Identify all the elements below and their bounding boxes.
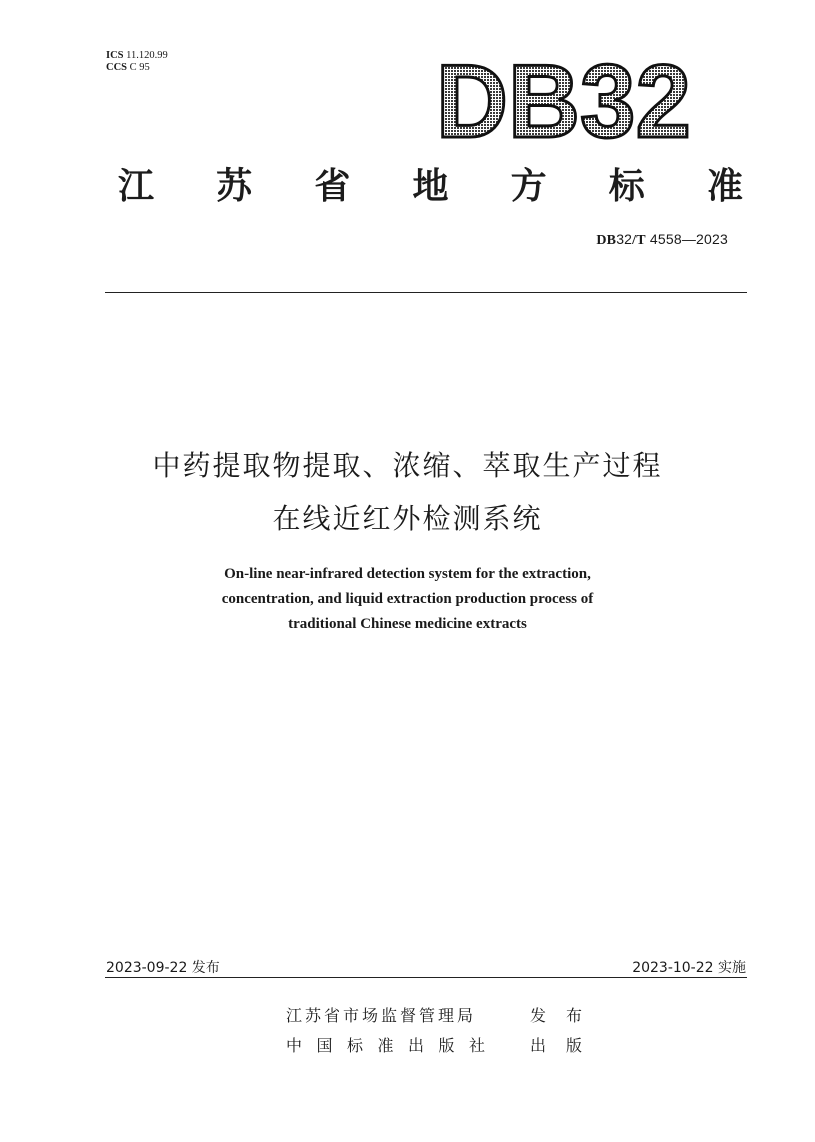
implementation-date: 2023-10-22 实施 <box>632 960 746 976</box>
ccs-code <box>106 62 150 74</box>
ics-label: ICS <box>106 50 124 61</box>
title-en-line3: traditional Chinese medicine extracts <box>288 616 527 632</box>
issuing-action: 发布 <box>530 1006 603 1025</box>
publishing-action: 出版 <box>530 1036 603 1055</box>
province-title-char: 地 <box>412 165 449 207</box>
province-title-char: 方 <box>510 165 547 207</box>
std-region: 32 <box>616 231 633 247</box>
province-title-char: 准 <box>706 165 743 207</box>
title-en-line2: concentration, and liquid extraction production process of <box>221 591 594 607</box>
province-title-char: 标 <box>608 165 645 207</box>
title-zh-line1: 中药提取物提取、浓缩、萃取生产过程 <box>152 449 663 482</box>
ccs-value: C 95 <box>129 62 150 73</box>
issue-date: 2023-09-22 发布 <box>106 960 220 976</box>
province-title-char: 苏 <box>216 165 253 207</box>
bottom-divider <box>105 977 747 978</box>
db32-logo-text: DB32 <box>436 44 691 160</box>
db32-logo-mark <box>430 40 700 160</box>
standard-number <box>596 231 728 249</box>
province-title-char: 省 <box>314 165 351 207</box>
std-number-year: 4558—2023 <box>645 231 728 247</box>
ccs-label: CCS <box>106 62 128 73</box>
province-standard-title <box>118 158 743 208</box>
std-slash-t: /T <box>632 233 646 248</box>
std-prefix: DB <box>596 233 617 248</box>
ics-code <box>106 50 168 62</box>
ics-value: 11.120.99 <box>126 50 168 61</box>
top-divider <box>105 292 747 293</box>
title-en-line1: On-line near-infrared detection system for the extraction, <box>224 566 591 582</box>
title-zh-line2: 在线近红外检测系统 <box>272 502 543 535</box>
issuing-authority: 江苏省市场监督管理局 <box>286 1006 477 1025</box>
publisher: 中国标准出版社 <box>286 1036 500 1055</box>
province-title-char: 江 <box>118 165 155 207</box>
